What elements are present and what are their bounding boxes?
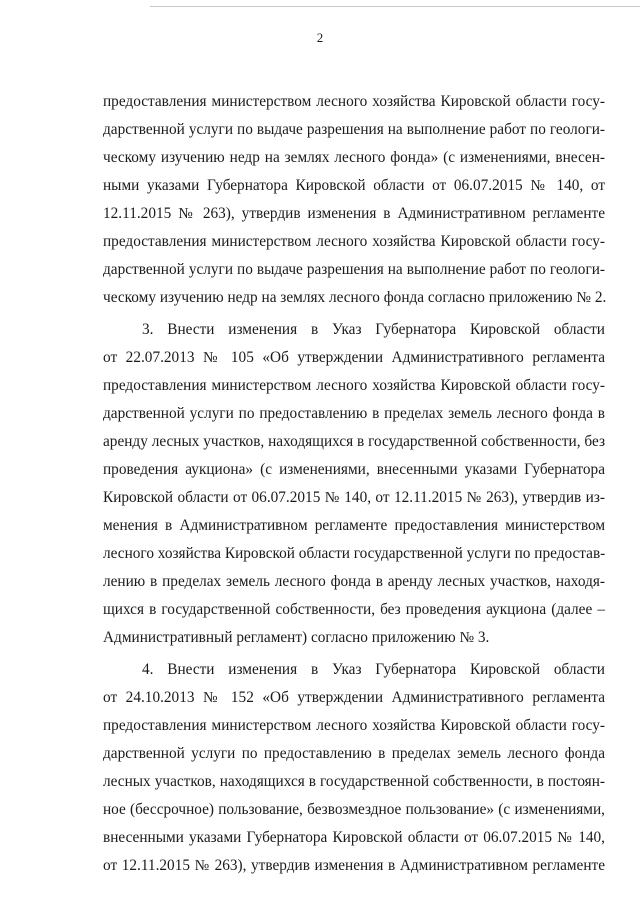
text-line: ное (бессрочное) пользование, безвозмездное пользование» (с изменениями, xyxy=(103,801,605,818)
text-line: предоставления министерством лесного хозяйства Кировской области госу- xyxy=(103,93,605,110)
text-line: предоставления министерством лесного хозяйства Кировской области госу- xyxy=(103,717,605,734)
text-line: предоставления министерством лесного хозяйства Кировской области госу- xyxy=(103,233,605,250)
text-line: 12.11.2015 № 263), утвердив изменения в Административном регламенте xyxy=(103,205,605,222)
text-line: дарственной услуги по предоставлению в пределах земель лесного фонда в xyxy=(103,405,605,422)
text-line: лесного хозяйства Кировской области государственной услуги по предостав- xyxy=(103,545,606,562)
text-line: проведения аукциона» (с изменениями, внесенными указами Губернатора xyxy=(103,461,605,478)
text-line: от 12.11.2015 № 263), утвердив изменения в Административном регламенте xyxy=(103,857,605,874)
document-body xyxy=(103,88,605,880)
text-line: дарственной услуги по выдаче разрешения на выполнение работ по геологи- xyxy=(103,121,605,138)
text-line: Административный регламент) согласно приложению № 3. xyxy=(103,629,490,646)
text-line: аренду лесных участков, находящихся в государственной собственности, без xyxy=(103,433,605,450)
paragraph-4 xyxy=(103,656,605,880)
text-line: лесных участков, находящихся в государственной собственности, в постоян- xyxy=(103,773,605,790)
scan-edge-line xyxy=(150,6,640,7)
text-line: дарственной услуги по предоставлению в пределах земель лесного фонда xyxy=(103,745,605,762)
text-line: ными указами Губернатора Кировской области от 06.07.2015 № 140, от xyxy=(103,177,605,194)
text-line: менения в Административном регламенте предоставления министерством xyxy=(103,517,605,534)
text-line: ческому изучению недр на землях лесного фонда» (с изменениями, внесен- xyxy=(103,149,605,166)
text-line: щихся в государственной собственности, без проведения аукциона (далее – xyxy=(103,601,605,618)
text-line: от 24.10.2013 № 152 «Об утверждении Административного регламента xyxy=(103,689,605,706)
text-line: дарственной услуги по выдаче разрешения на выполнение работ по геологи- xyxy=(103,261,605,278)
text-line: от 22.07.2013 № 105 «Об утверждении Административного регламента xyxy=(103,349,605,366)
text-line: предоставления министерством лесного хозяйства Кировской области госу- xyxy=(103,377,605,394)
text-line: ческому изучению недр на землях лесного фонда согласно приложению № 2. xyxy=(103,289,607,306)
text-line: 4. Внести изменения в Указ Губернатора Кировской области xyxy=(142,661,605,678)
text-line: 3. Внести изменения в Указ Губернатора Кировской области xyxy=(142,321,605,338)
text-line: Кировской области от 06.07.2015 № 140, от 12.11.2015 № 263), утвердив из- xyxy=(103,489,605,506)
text-line: лению в пределах земель лесного фонда в аренду лесных участков, находя- xyxy=(103,573,605,590)
text-line: внесенными указами Губернатора Кировской области от 06.07.2015 № 140, xyxy=(103,829,605,846)
paragraph-2-continued xyxy=(103,88,605,312)
paragraph-3 xyxy=(103,316,605,652)
page-number: 2 xyxy=(316,30,324,45)
